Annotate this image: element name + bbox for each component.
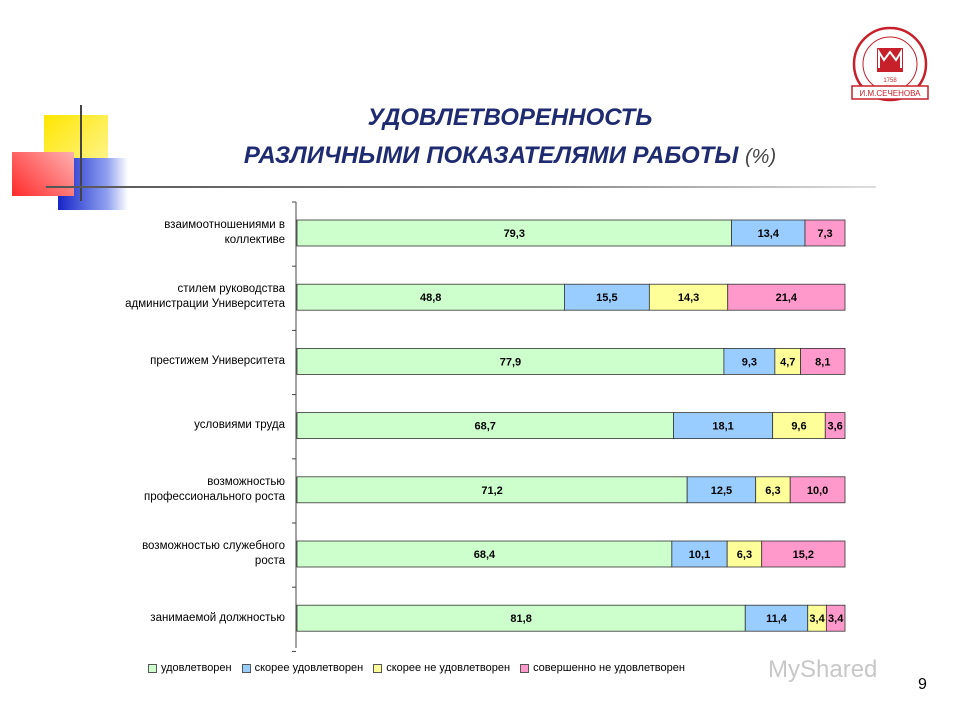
legend-item <box>148 662 232 674</box>
bar-value-label: 15,5 <box>596 292 618 305</box>
title-line-1: УДОВЛЕТВОРЕННОСТЬ <box>367 104 653 131</box>
chart-legend <box>148 662 685 674</box>
legend-item <box>373 662 510 674</box>
category-label-line: взаимоотношениями в <box>164 219 285 231</box>
bar-value-label: 71,2 <box>481 484 503 497</box>
bar-value-label: 6,3 <box>765 484 781 497</box>
bar-value-label: 3,4 <box>828 613 844 626</box>
bar-value-label: 9,3 <box>741 356 758 369</box>
bar-value-label: 12,5 <box>710 484 733 497</box>
bar-value-label: 13,4 <box>757 228 779 240</box>
bar-value-label: 3,6 <box>827 420 843 433</box>
category-label-line: коллективе <box>224 234 285 246</box>
category-label-line: возможностью служебного <box>142 540 285 552</box>
legend-label: скорее удовлетворен <box>254 662 364 674</box>
bar-value-label: 9,6 <box>791 420 807 433</box>
legend-label: скорее не удовлетворен <box>386 662 511 674</box>
category-label-line: роста <box>254 555 285 567</box>
category-label-line: профессионального роста <box>144 490 285 503</box>
watermark: MyShared <box>768 656 878 683</box>
bar-value-label: 77,9 <box>499 356 522 369</box>
category-label-line: стилем руководства <box>177 283 285 296</box>
bar-value-label: 6,3 <box>736 549 753 561</box>
bar-value-label: 48,8 <box>420 292 442 305</box>
legend-label: совершенно не удовлетворен <box>533 662 685 674</box>
page-number: 9 <box>918 676 927 693</box>
logo-year: 1758 <box>883 78 897 84</box>
bar-value-label: 7,3 <box>817 228 833 240</box>
bar-value-label: 18,1 <box>712 420 734 433</box>
legend-item <box>520 662 685 674</box>
title-line-2-text: РАЗЛИЧНЫМИ ПОКАЗАТЕЛЯМИ РАБОТЫ <box>243 142 739 169</box>
category-label-line: престижем Университета <box>150 354 285 367</box>
category-label-line: условиями труда <box>194 419 285 432</box>
bar-value-label: 21,4 <box>775 292 798 305</box>
bar-value-label: 14,3 <box>677 292 700 305</box>
logo-text: И.М.СЕЧЕНОВА <box>859 89 921 98</box>
bar-value-label: 8,1 <box>815 356 831 369</box>
legend-item <box>242 662 364 674</box>
bar-value-label: 10,0 <box>806 484 829 497</box>
legend-swatch <box>148 664 157 673</box>
legend-swatch <box>373 664 382 673</box>
bar-value-label: 3,4 <box>809 613 825 626</box>
category-label-line: администрации Университета <box>125 298 285 311</box>
bar-value-label: 79,3 <box>503 228 525 240</box>
bar-value-label: 4,7 <box>780 356 796 369</box>
bar-value-label: 15,2 <box>792 549 815 561</box>
category-label-line: занимаемой должностью <box>150 611 285 624</box>
legend-label: удовлетворен <box>161 662 232 674</box>
bar-value-label: 68,4 <box>473 549 496 561</box>
legend-swatch <box>242 664 251 673</box>
category-label-line: возможностью <box>207 475 285 488</box>
title-unit: (%) <box>745 146 777 168</box>
bar-value-label: 68,7 <box>474 420 496 433</box>
bar-value-label: 81,8 <box>510 613 532 626</box>
legend-swatch <box>520 664 529 673</box>
bar-value-label: 11,4 <box>766 613 787 626</box>
bar-value-label: 10,1 <box>688 549 711 561</box>
